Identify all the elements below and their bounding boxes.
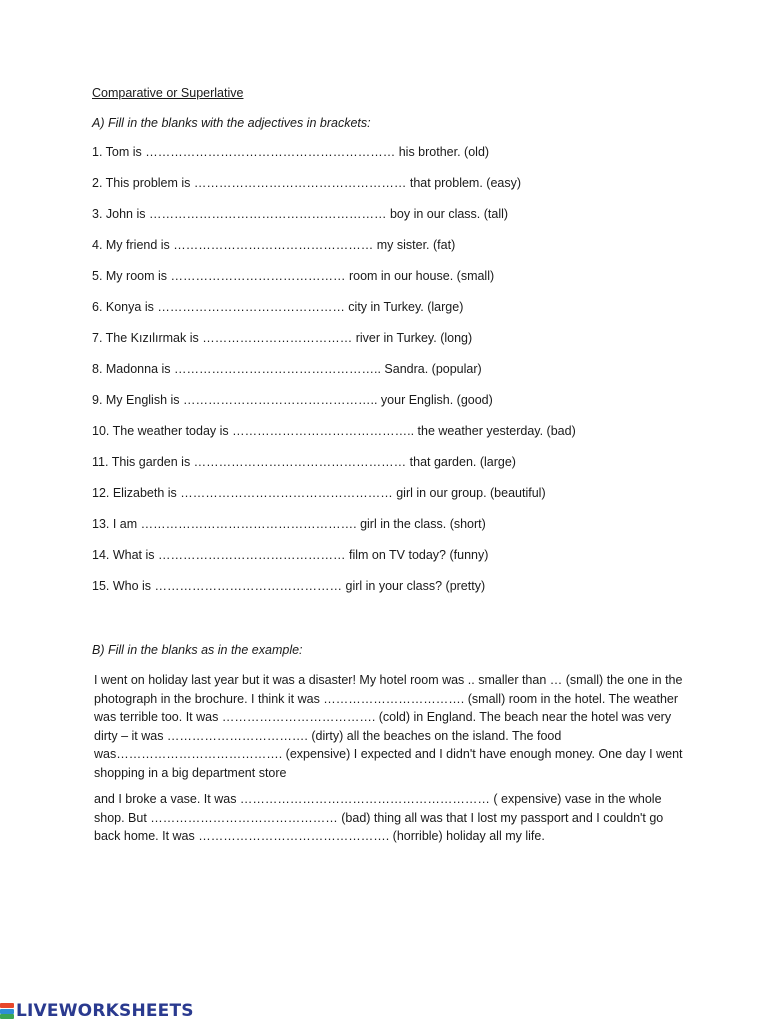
exercise-item-3: 3. John is ………………………………………………… boy in our class. (tall) (92, 207, 509, 221)
exercise-item-1: 1. Tom is …………………………………………………… his brother. (old) (92, 145, 490, 159)
exercise-item-9: 9. My English is ……………………………………….. your English. (good) (92, 393, 493, 407)
section-a-items (92, 144, 692, 609)
exercise-item-10: 10. The weather today is …………………………………….. the weather yesterday. (bad) (92, 424, 576, 438)
section-b-paragraph-1: I went on holiday last year but it was a disaster! My hotel room was .. smaller than … (small) the one in the photograph in the brochure. I think it was ……………………………. (small) room in the hotel. The weather was terrible too. It was ………………………………. (cold) in England. The beach near the hotel was very dirty – it was ……………………………. (dirty) all the beaches on the island. The food was…………………………………. (expensive) I expected and I didn't have enough money. One day I went shopping in a big department store (94, 673, 687, 780)
section-gap (92, 609, 692, 643)
liveworksheets-footer (0, 1000, 194, 1022)
exercise-item-8: 8. Madonna is ………………………………………….. Sandra. (popular) (92, 362, 482, 376)
exercise-item-4: 4. My friend is ………………………………………… my sister. (fat) (92, 238, 456, 252)
exercise-item-5: 5. My room is …………………………………… room in our house. (small) (92, 269, 495, 283)
section-a-heading: A) Fill in the blanks with the adjectives in brackets: (92, 116, 371, 130)
section-b-heading: B) Fill in the blanks as in the example: (92, 643, 303, 657)
section-b-paragraph-2: and I broke a vase. It was …………………………………………………… ( expensive) vase in the whole shop. But ……………………………………… (bad) thing all was that I lost my passport and I couldn't go back home. It was ………………………………………. (horrible) holiday all my life. (94, 792, 667, 843)
worksheet-page (92, 86, 692, 846)
liveworksheets-logo-icon (0, 1003, 14, 1019)
exercise-item-15: 15. Who is ……………………………………… girl in your class? (pretty) (92, 579, 486, 593)
exercise-item-12: 12. Elizabeth is …………………………………………… girl in our group. (beautiful) (92, 486, 546, 500)
exercise-item-7: 7. The Kızılırmak is ……………………………… river in Turkey. (long) (92, 331, 473, 345)
exercise-item-13: 13. I am ……………………………………………. girl in the class. (short) (92, 517, 486, 531)
liveworksheets-logo-text: LIVEWORKSHEETS (16, 1001, 194, 1021)
exercise-item-6: 6. Konya is ……………………………………… city in Turkey. (large) (92, 300, 464, 314)
worksheet-title: Comparative or Superlative (92, 86, 244, 100)
exercise-item-14: 14. What is ……………………………………… film on TV today? (funny) (92, 548, 489, 562)
exercise-item-11: 11. This garden is …………………………………………… that garden. (large) (92, 455, 516, 469)
exercise-item-2: 2. This problem is …………………………………………… that problem. (easy) (92, 176, 522, 190)
